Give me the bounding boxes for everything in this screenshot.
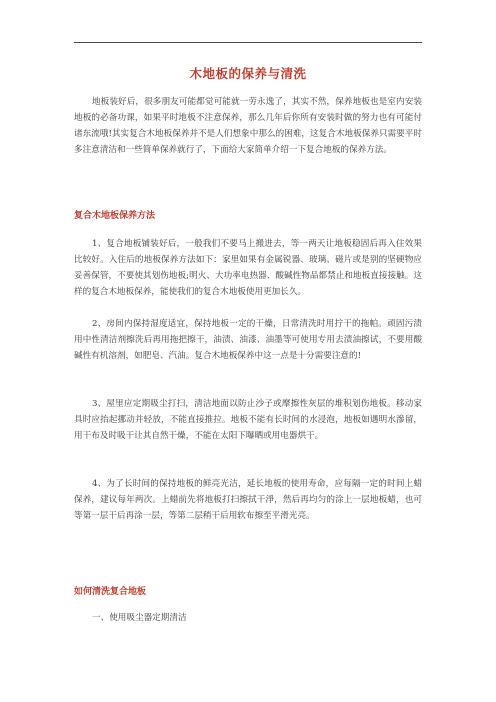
- maintenance-item-2: 2、房间内保持湿度适宜，保持地板一定的干燥，日常清洗时用拧干的拖帕。顽固污渍用中性清洁剂擦洗后再用拖把擦干，油渍、油漆、油墨等可使用专用去渍油擦试，不要用酸碱性有机溶剂，如肥皂、汽油。复合木地板保养中这一点是十分需要注意的!: [74, 319, 422, 361]
- maintenance-item-3: 3、屋里应定期吸尘打扫，清洁地面以防止沙子或摩擦性灰层的堆积划伤地板。移动家具时应抬起挪动并轻放，不能直接推拉。地板不能有长时间的水浸泡，地板如遇明水滲留，用干布及时吸干让其自然干燥，不能在太阳下曝晒或用电器烘干。: [74, 399, 422, 441]
- section-heading-cleaning: 如何清洗复合地板: [74, 587, 147, 597]
- maintenance-item-4: 4、为了长时间的保持地板的鲜亮光洁，延长地板的使用寿命，应每隔一定的时间上蜡保养，建议每年两次。上蜡前先将地板打扫擦拭干淨，然后再均匀的涂上一层地板蜡，也可等第一层干后再涂一层，等第二层稍干后用软布擦至平滑光亮。: [74, 479, 422, 521]
- cleaning-item-1: 一、使用吸尘器定期清洁: [92, 613, 187, 623]
- maintenance-item-1: 1、复合地板铺装好后，一般我们不要马上搬进去，等一两天让地板稳固后再入住效果比较好。入住后的地板保养方法如下：家里如果有金属锐器、玻璃、磁片或是别的坚硬物应妥善保管，不要使其划伤地板;明火、大功率电热器、酸碱性物品都禁止和地板直接接触。这样的复合木地板保养，能使我们的复合木地板使用更加长久。: [74, 239, 422, 297]
- header-rule: [74, 42, 422, 43]
- section-heading-maintenance: 复合木地板保养方法: [74, 211, 156, 221]
- intro-paragraph: 地板装好后，很多朋友可能都觉可能就一劳永逸了，其实不然，保养地板也是室内安装地板的必备功课，如果平时地板不注意保养，那么几年后你所有安装时做的努力也有可能付诸东流哦!其实复合木地板保养并不是人们想象中那么的困难，这复合木地板保养只需要平时多注意清洁和一些简单保养就行了，下面给大家简单介绍一下复合地板的保养方法。: [74, 97, 422, 155]
- page-title: 木地板的保养与清洗: [189, 66, 307, 81]
